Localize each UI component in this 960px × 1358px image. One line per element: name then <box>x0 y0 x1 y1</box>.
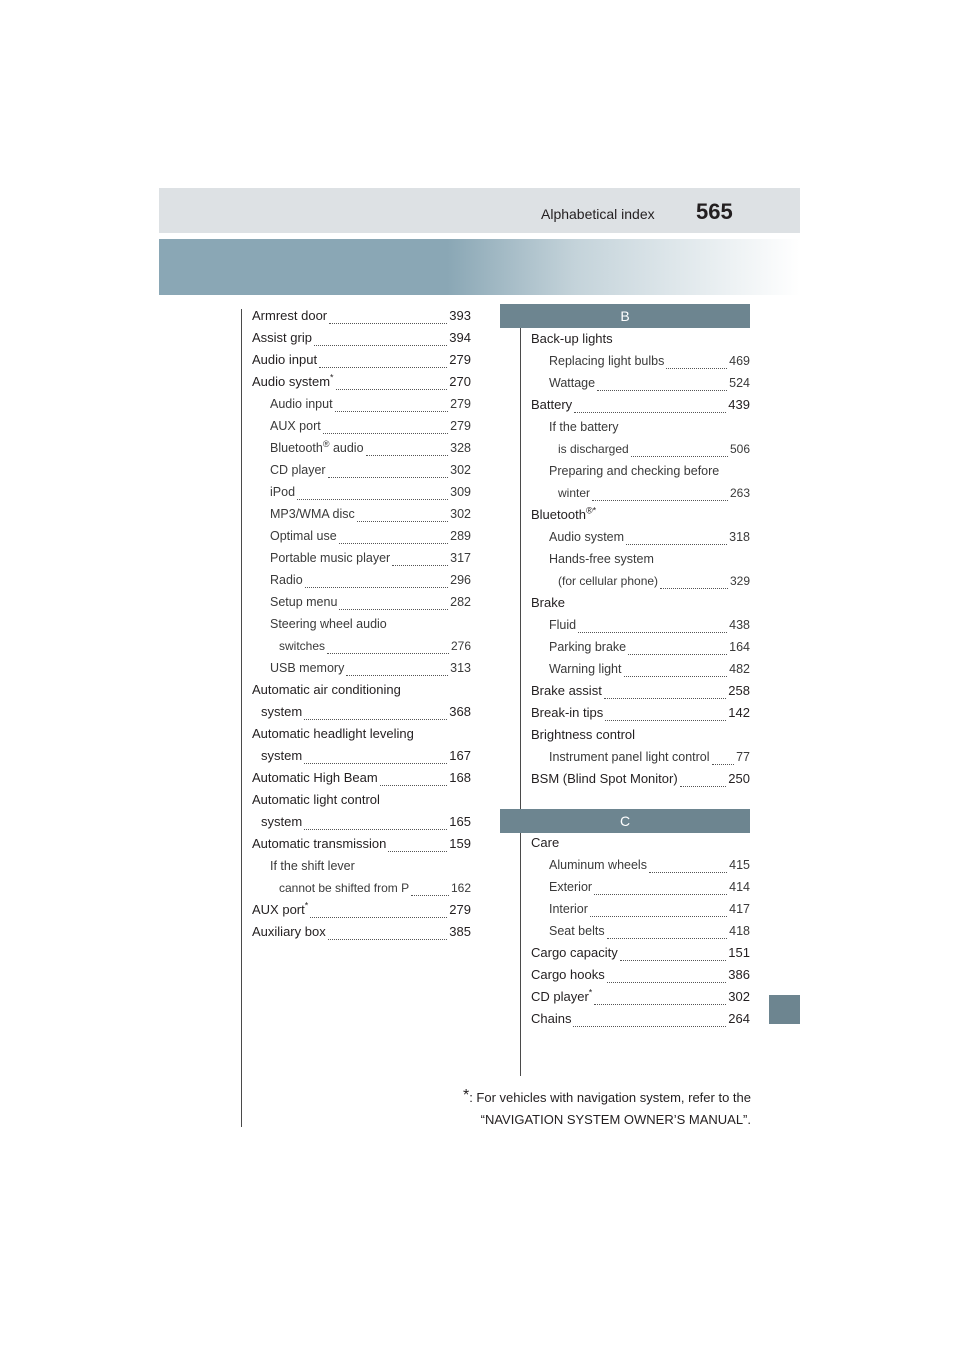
index-entry-page: 151 <box>728 945 750 960</box>
index-entry <box>252 371 471 393</box>
index-entry-label: is discharged <box>558 442 629 456</box>
dot-leader <box>605 710 726 721</box>
dot-leader <box>297 489 448 500</box>
dot-leader <box>366 445 449 456</box>
index-entry-label: AUX port* <box>252 900 309 917</box>
dot-leader <box>573 1016 726 1027</box>
dot-leader <box>339 533 448 544</box>
footnote-star: * <box>462 1087 470 1104</box>
index-entry-page: 279 <box>450 419 471 433</box>
index-entry-page: 264 <box>728 1011 750 1026</box>
footnote-line-1: : For vehicles with navigation system, refer to the <box>469 1090 751 1105</box>
index-entry <box>531 920 750 942</box>
index-entry-label: Automatic air conditioning <box>252 682 401 697</box>
index-entry-page: 524 <box>729 376 750 390</box>
index-entry <box>252 811 471 833</box>
index-entry-label: Wattage <box>549 376 596 390</box>
index-entry-page: 168 <box>449 770 471 785</box>
index-entry-page: 317 <box>450 551 471 565</box>
index-entry <box>531 636 750 658</box>
dot-leader <box>604 688 726 699</box>
index-entry <box>531 372 750 394</box>
dot-leader <box>339 599 448 610</box>
dot-leader <box>304 709 447 720</box>
index-entry <box>531 394 750 416</box>
dot-leader <box>649 862 727 873</box>
index-entry <box>531 832 750 854</box>
section-header-b: B <box>500 304 750 328</box>
decorative-band <box>159 239 800 295</box>
index-entry <box>531 768 750 790</box>
index-entry-label: If the shift lever <box>270 859 355 873</box>
index-entry-page: 414 <box>729 880 750 894</box>
index-entry <box>252 613 471 635</box>
dot-leader <box>578 622 727 633</box>
index-entry-label: switches <box>279 639 326 653</box>
index-entry <box>531 328 750 350</box>
dot-leader <box>631 446 728 457</box>
dot-leader <box>628 644 727 655</box>
index-entry <box>252 481 471 503</box>
index-entry-label: (for cellular phone) <box>558 574 659 588</box>
index-entry-label: Armrest door <box>252 308 328 323</box>
index-entry <box>252 437 471 459</box>
index-entry-page: 282 <box>450 595 471 609</box>
index-entry <box>531 964 750 986</box>
index-entry-label: Replacing light bulbs <box>549 354 665 368</box>
index-entry-page: 309 <box>450 485 471 499</box>
index-entry-label: Chains <box>531 1011 572 1026</box>
index-entry-label: system <box>261 814 303 829</box>
index-entry-page: 328 <box>450 441 471 455</box>
index-entry <box>531 746 750 768</box>
index-entry <box>252 767 471 789</box>
index-entry-label: Hands-free system <box>549 552 654 566</box>
index-entry <box>252 459 471 481</box>
index-entry-label: Assist grip <box>252 330 312 345</box>
index-entry-label: iPod <box>270 485 296 499</box>
index-entry <box>252 503 471 525</box>
index-entry <box>531 876 750 898</box>
index-entry <box>531 1008 750 1030</box>
dot-leader <box>319 357 447 368</box>
index-entry-label: BSM (Blind Spot Monitor) <box>531 771 678 786</box>
dot-leader <box>590 906 727 917</box>
index-entry-label: Auxiliary box <box>252 924 326 939</box>
index-entry-label: Care <box>531 835 560 850</box>
index-entry-page: 302 <box>450 507 471 521</box>
index-entry-page: 279 <box>449 352 471 367</box>
index-entry <box>252 745 471 767</box>
page-number: 565 <box>696 199 733 224</box>
index-entry-page: 482 <box>729 662 750 676</box>
index-entry <box>531 658 750 680</box>
index-entry-label: Bluetooth® audio <box>270 438 364 455</box>
section-header-c: C <box>500 809 750 833</box>
index-entry-label: Optimal use <box>270 529 337 543</box>
index-entry-label: Bluetooth®* <box>531 505 597 522</box>
dot-leader <box>314 335 447 346</box>
index-entry-label: Automatic light control <box>252 792 380 807</box>
index-entry <box>252 635 471 657</box>
index-entry-page: 318 <box>729 530 750 544</box>
dot-leader <box>305 577 448 588</box>
index-entry <box>531 702 750 724</box>
index-entry-label: Steering wheel audio <box>270 617 387 631</box>
dot-leader <box>620 950 727 961</box>
index-entry-label: Exterior <box>549 880 593 894</box>
index-entry <box>531 898 750 920</box>
index-entry-page: 296 <box>450 573 471 587</box>
index-entry <box>252 547 471 569</box>
dot-leader <box>666 358 727 369</box>
chapter-tab <box>769 995 800 1024</box>
index-entry-page: 164 <box>729 640 750 654</box>
index-entry-page: 385 <box>449 924 471 939</box>
index-entry-page: 159 <box>449 836 471 851</box>
index-entry-label: Fluid <box>549 618 577 632</box>
index-entry-label: CD player* <box>531 987 593 1004</box>
dot-leader <box>392 555 448 566</box>
index-entry-page: 302 <box>728 989 750 1004</box>
index-entry <box>531 460 750 482</box>
index-entry-label: system <box>261 748 303 763</box>
index-entry-label: Seat belts <box>549 924 605 938</box>
index-entry-page: 368 <box>449 704 471 719</box>
dot-leader <box>626 534 727 545</box>
index-entry-label: Audio input <box>252 352 318 367</box>
index-entry <box>531 570 750 592</box>
index-entry-label: system <box>261 704 303 719</box>
index-entry-page: 263 <box>729 486 750 500</box>
page-title: Alphabetical index <box>541 206 655 222</box>
dot-leader <box>310 907 447 918</box>
index-entry <box>531 526 750 548</box>
index-entry-label: Radio <box>270 573 303 587</box>
index-entry-page: 276 <box>450 639 471 653</box>
index-entry-page: 279 <box>450 397 471 411</box>
footnote <box>463 1085 751 1131</box>
index-entry-label: Cargo hooks <box>531 967 605 982</box>
index-entry <box>252 327 471 349</box>
index-entry <box>252 393 471 415</box>
index-entry-page: 313 <box>450 661 471 675</box>
index-entry-label: cannot be shifted from P <box>279 881 410 895</box>
index-entry-label: If the battery <box>549 420 619 434</box>
index-entry-label: Audio input <box>270 397 333 411</box>
index-entry <box>252 789 471 811</box>
index-entry-label: Portable music player <box>270 551 391 565</box>
dot-leader <box>597 380 727 391</box>
index-entry-label: Parking brake <box>549 640 627 654</box>
index-entry-label: Instrument panel light control <box>549 750 710 764</box>
left-margin-rule <box>241 309 242 1127</box>
index-entry-page: 270 <box>449 374 471 389</box>
index-entry-page: 302 <box>450 463 471 477</box>
index-entry-page: 165 <box>449 814 471 829</box>
dot-leader <box>624 666 728 677</box>
dot-leader <box>304 819 447 830</box>
footnote-line-2: “NAVIGATION SYSTEM OWNER’S MANUAL”. <box>480 1112 751 1127</box>
index-entry <box>531 548 750 570</box>
column-divider <box>520 327 521 1076</box>
index-entry-page: 417 <box>729 902 750 916</box>
index-entry <box>252 679 471 701</box>
dot-leader <box>329 313 447 324</box>
index-entry-page: 162 <box>450 881 471 895</box>
index-entry-label: USB memory <box>270 661 345 675</box>
index-entry-page: 258 <box>728 683 750 698</box>
index-entry <box>531 942 750 964</box>
index-entry-label: Break-in tips <box>531 705 604 720</box>
index-entry-label: CD player <box>270 463 326 477</box>
index-entry-page: 394 <box>449 330 471 345</box>
index-entry-page: 289 <box>450 529 471 543</box>
index-column-b <box>531 328 750 790</box>
index-entry-label: Brake <box>531 595 565 610</box>
index-entry-label: winter <box>558 486 591 500</box>
dot-leader <box>592 490 728 501</box>
index-entry <box>531 614 750 636</box>
index-column-c <box>531 832 750 1030</box>
index-entry-page: 439 <box>728 397 750 412</box>
index-entry-page: 469 <box>729 354 750 368</box>
index-entry-label: Automatic transmission <box>252 836 387 851</box>
dot-leader <box>411 885 449 896</box>
index-entry-page: 142 <box>728 705 750 720</box>
index-entry <box>252 723 471 745</box>
index-entry <box>252 569 471 591</box>
index-entry <box>252 833 471 855</box>
dot-leader <box>323 423 448 434</box>
index-entry-page: 438 <box>729 618 750 632</box>
index-entry <box>252 591 471 613</box>
index-entry-label: Warning light <box>549 662 622 676</box>
dot-leader <box>607 972 727 983</box>
dot-leader <box>304 753 447 764</box>
dot-leader <box>346 665 448 676</box>
index-entry <box>252 899 471 921</box>
index-entry <box>531 350 750 372</box>
index-entry <box>252 921 471 943</box>
dot-leader <box>712 754 735 765</box>
index-entry-page: 506 <box>729 442 750 456</box>
index-entry <box>252 305 471 327</box>
index-entry <box>531 724 750 746</box>
index-entry-label: Preparing and checking before <box>549 464 720 478</box>
index-entry-label: MP3/WMA disc <box>270 507 355 521</box>
index-entry <box>531 482 750 504</box>
index-entry <box>252 415 471 437</box>
index-entry-label: Audio system* <box>252 372 334 389</box>
index-entry-label: Aluminum wheels <box>549 858 647 872</box>
index-entry-page: 418 <box>729 924 750 938</box>
dot-leader <box>328 929 448 940</box>
index-entry-label: Audio system <box>549 530 625 544</box>
index-entry <box>531 592 750 614</box>
dot-leader <box>607 928 728 939</box>
dot-leader <box>388 841 447 852</box>
index-entry <box>252 877 471 899</box>
dot-leader <box>380 775 448 786</box>
dot-leader <box>336 379 448 390</box>
index-entry-page: 77 <box>736 750 750 764</box>
index-entry <box>252 657 471 679</box>
index-entry <box>531 438 750 460</box>
index-entry-label: Brake assist <box>531 683 602 698</box>
index-entry-label: Cargo capacity <box>531 945 618 960</box>
index-entry-label: Automatic High Beam <box>252 770 378 785</box>
index-entry-page: 386 <box>728 967 750 982</box>
index-entry-label: AUX port <box>270 419 321 433</box>
index-entry <box>531 854 750 876</box>
dot-leader <box>594 994 726 1005</box>
index-column-a <box>252 305 471 943</box>
index-entry <box>252 349 471 371</box>
dot-leader <box>680 776 727 787</box>
index-entry <box>252 855 471 877</box>
index-entry <box>531 416 750 438</box>
index-entry-page: 415 <box>729 858 750 872</box>
dot-leader <box>660 578 728 589</box>
index-entry-label: Interior <box>549 902 588 916</box>
index-entry-label: Battery <box>531 397 573 412</box>
dot-leader <box>594 884 727 895</box>
dot-leader <box>335 401 449 412</box>
index-entry <box>252 525 471 547</box>
index-entry-label: Automatic headlight leveling <box>252 726 414 741</box>
dot-leader <box>328 467 449 478</box>
index-entry-page: 167 <box>449 748 471 763</box>
index-entry-label: Setup menu <box>270 595 338 609</box>
index-entry-page: 329 <box>729 574 750 588</box>
dot-leader <box>327 643 449 654</box>
index-entry <box>252 701 471 723</box>
index-entry <box>531 504 750 526</box>
index-entry <box>531 680 750 702</box>
index-entry-page: 250 <box>728 771 750 786</box>
dot-leader <box>574 402 726 413</box>
index-entry-page: 279 <box>449 902 471 917</box>
index-entry-label: Brightness control <box>531 727 636 742</box>
dot-leader <box>357 511 448 522</box>
index-entry-page: 393 <box>449 308 471 323</box>
index-entry <box>531 986 750 1008</box>
index-entry-label: Back-up lights <box>531 331 613 346</box>
